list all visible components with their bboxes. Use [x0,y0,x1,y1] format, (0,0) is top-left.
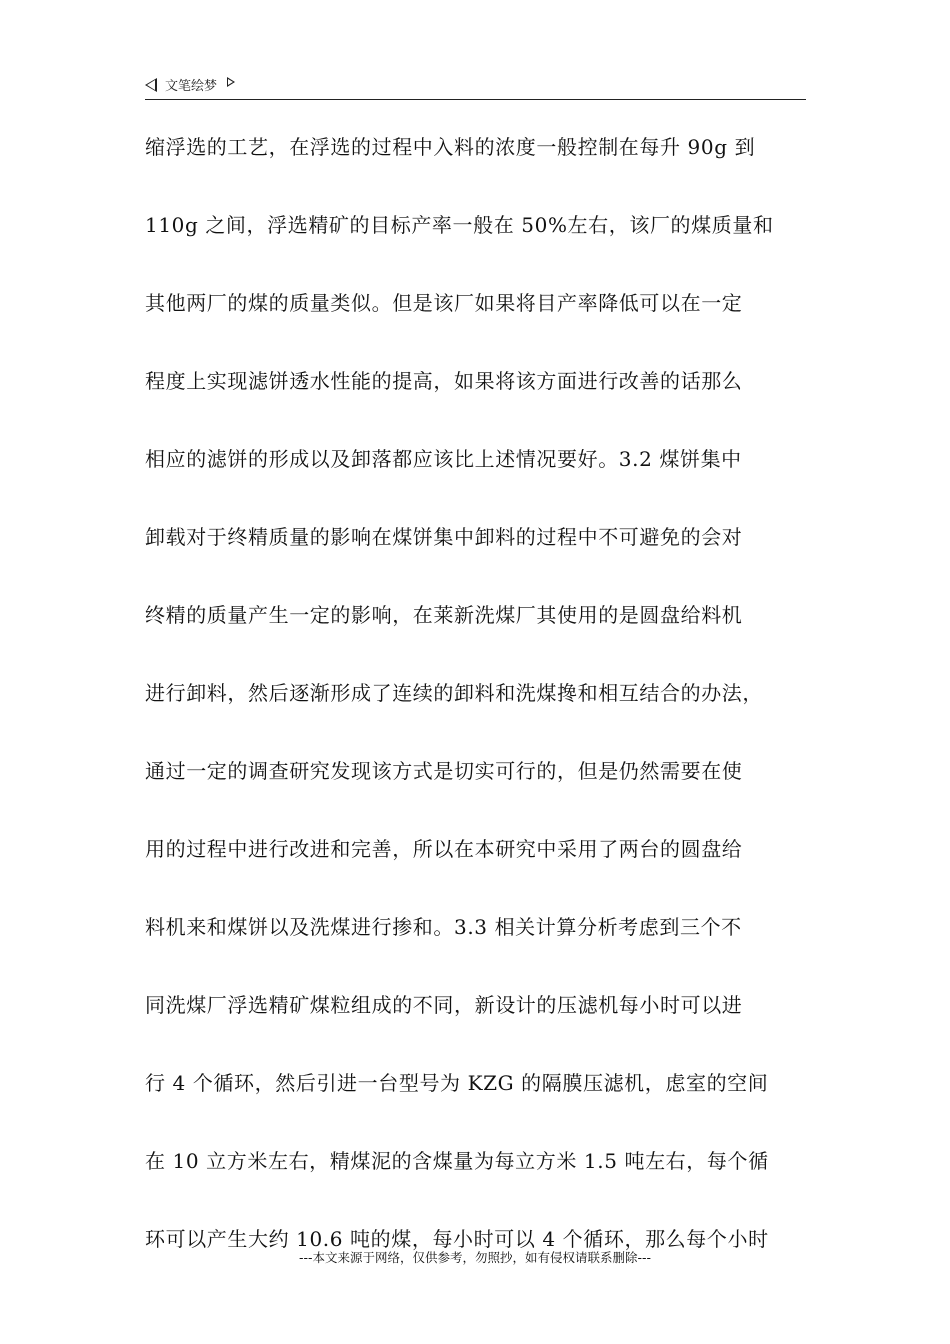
body-line: 110g 之间，浮选精矿的目标产率一般在 50%左右，该厂的煤质量和 [145,213,774,237]
header-brand [145,75,235,94]
footer-disclaimer: ---本文来源于网络，仅供参考，勿照抄，如有侵权请联系删除--- [298,1250,652,1265]
body-line: 终精的质量产生一定的影响，在莱新洗煤厂其使用的是圆盘给料机 [145,603,743,627]
body-line: 进行卸料，然后逐渐形成了连续的卸料和洗煤搀和相互结合的办法， [145,681,763,705]
body-line: 程度上实现滤饼透水性能的提高，如果将该方面进行改善的话那么 [145,369,743,393]
body-line: 相应的滤饼的形成以及卸落都应该比上述情况要好。3.2 煤饼集中 [145,447,742,471]
body-line: 用的过程中进行改进和完善，所以在本研究中采用了两台的圆盘给 [145,837,743,861]
body-line: 其他两厂的煤的质量类似。但是该厂如果将目产率降低可以在一定 [145,291,743,315]
triangle-right-icon [227,77,235,87]
body-line: 卸载对于终精质量的影响在煤饼集中卸料的过程中不可避免的会对 [145,525,743,549]
body-line: 缩浮选的工艺，在浮选的过程中入料的浓度一般控制在每升 90g 到 [145,135,756,159]
body-line: 料机来和煤饼以及洗煤进行掺和。3.3 相关计算分析考虑到三个不 [145,915,742,939]
body-line: 环可以产生大约 10.6 吨的煤，每小时可以 4 个循环，那么每个小时 [145,1227,769,1251]
body-line: 同洗煤厂浮选精矿煤粒组成的不同，新设计的压滤机每小时可以进 [145,993,743,1017]
body-line: 通过一定的调查研究发现该方式是切实可行的，但是仍然需要在使 [145,759,743,783]
page-header [145,73,806,100]
triangle-left-icon [145,78,157,92]
body-line: 行 4 个循环，然后引进一台型号为 KZG 的隔膜压滤机，虑室的空间 [145,1071,769,1095]
body-line: 在 10 立方米左右，精煤泥的含煤量为每立方米 1.5 吨左右，每个循 [145,1149,769,1173]
header-title: 文笔绘梦 [165,79,218,94]
